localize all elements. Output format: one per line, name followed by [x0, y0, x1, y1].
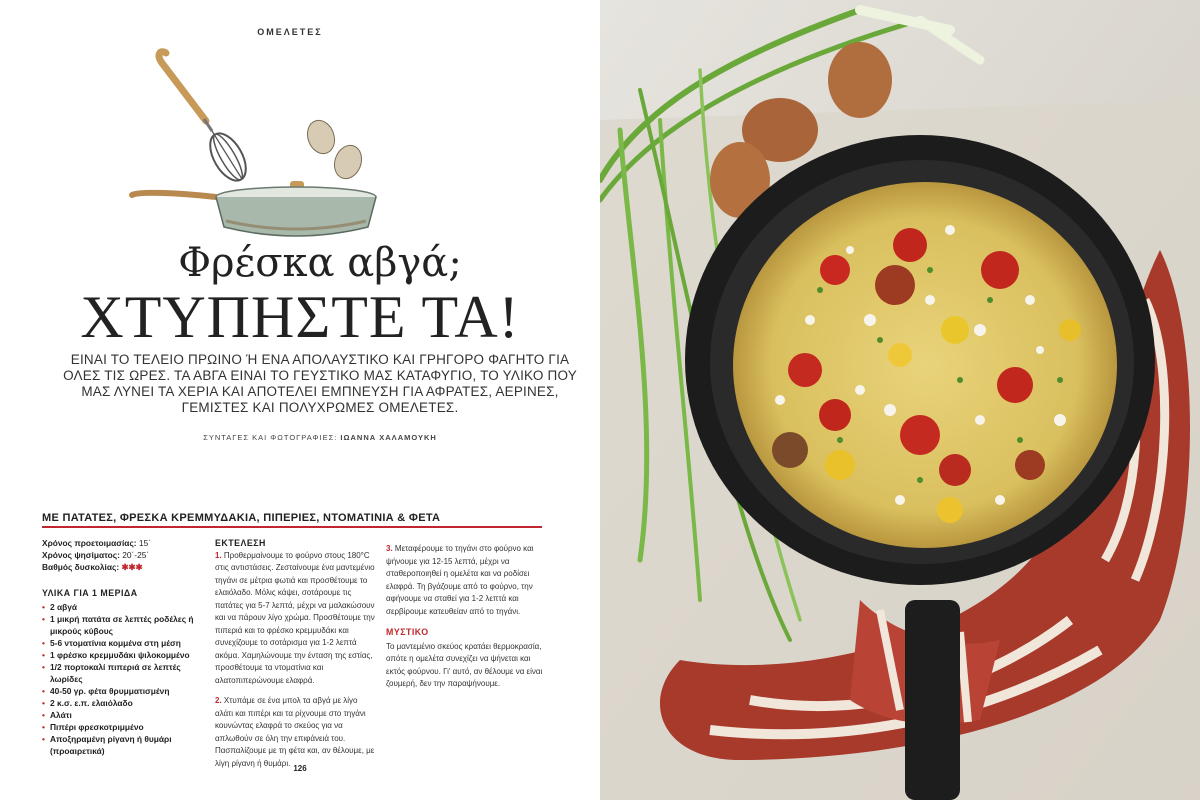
tip-heading: ΜΥΣΤΙΚΟ	[386, 627, 429, 637]
difficulty	[42, 561, 207, 573]
page-number: 126	[293, 764, 307, 773]
credit-name: ΙΩΑΝΝΑ ΧΑΛΑΜΟΥΚΗ	[340, 433, 437, 442]
whisk-icon	[159, 52, 253, 187]
step-number: 2.	[215, 696, 222, 705]
ingredient-item: • 2 αβγά	[42, 601, 207, 613]
credit-label: ΣΥΝΤΑΓΕΣ ΚΑΙ ΦΩΤΟΓΡΑΦΙΕΣ:	[203, 433, 338, 442]
prep-time	[42, 537, 207, 549]
ingredient-item: • 1/2 πορτοκαλί πιπεριά σε λεπτές λωρίδες	[42, 661, 207, 685]
step-text: Προθερμαίνουμε το φούρνο στους 180°C στις αντιστάσεις. Ζεσταίνουμε ένα μαντεμένιο τηγάνι σε μέτρια φωτιά και προσθέτουμε το ελαιόλαδο. Μόλις κάψει, σοτάρουμε τις πατάτες για 5-7 λεπτά, μέχρι να μαλακώσουν και να πάρουν λίγο χρώμα. Προσθέτουμε την πιπεριά και το φρέσκο κρεμμυδάκι και συνεχίζουμε το σοτάρισμα για 1-2 λεπτά ακόμα. Χαμηλώνουμε την ένταση της εστίας, προσθέτουμε τα ντοματίνια και αλατοπιπερώνουμε ελαφρά.	[215, 550, 375, 685]
difficulty-stars-icon: ✱✱✱	[121, 562, 143, 572]
ingredient-item: • 1 φρέσκο κρεμμυδάκι ψιλοκομμένο	[42, 649, 207, 661]
ingredient-item: • 2 κ.σ. ε.π. ελαιόλαδο	[42, 697, 207, 709]
pan-icon	[132, 181, 376, 236]
pan-whisk-eggs-illustration	[120, 45, 400, 245]
egg-icon	[303, 117, 339, 158]
ingredients-heading: ΥΛΙΚΑ ΓΙΑ 1 ΜΕΡΙΔΑ	[42, 588, 138, 598]
cook-time	[42, 549, 207, 561]
step-number: 1.	[215, 550, 222, 560]
recipe-meta	[42, 537, 207, 573]
headline-line1: Φρέσκα αβγά;	[178, 240, 462, 286]
headline-line2: ΧΤΥΠΗΣΤΕ ΤΑ!	[80, 284, 520, 350]
ingredient-item: • Πιπέρι φρεσκοτριμμένο	[42, 721, 207, 733]
step-text: Μεταφέρουμε το τηγάνι στο φούρνο και ψήνουμε για 12-15 λεπτά, μέχρι να σταθεροποιηθεί η ομελέτα και να ροδίσει ελαφρά. Τη βγάζουμε από το φούρνο, την αφήνουμε να σταθεί για 1-2 λεπτά και σερβίρουμε κατευθείαν από το τηγάνι.	[386, 544, 534, 616]
cook-time-value: 20΄-25΄	[122, 550, 150, 560]
egg-icon	[330, 142, 366, 183]
ingredients-list	[42, 601, 207, 757]
prep-time-value: 15΄	[138, 538, 152, 548]
recipe-title: ΜΕ ΠΑΤΑΤΕΣ, ΦΡΕΣΚΑ ΚΡΕΜΜΥΔΑΚΙΑ, ΠΙΠΕΡΙΕΣ, ΝΤΟΜΑΤΙΝΙΑ & ΦΕΤΑ	[42, 512, 441, 524]
tip-text: Το μαντεμένιο σκεύος κρατάει θερμοκρασία, οπότε η ομελέτα συνεχίζει να ψήνεται και εκτός φούρνου. Γι' αυτό, αν θέλουμε να είναι ζουμερή, δεν την παραψήνουμε.	[386, 641, 543, 688]
method-step-3	[386, 543, 546, 618]
ingredient-item: • 40-50 γρ. φέτα θρυμματισμένη	[42, 685, 207, 697]
method-step-2	[215, 695, 375, 770]
method-heading: ΕΚΤΕΛΕΣΗ	[215, 538, 266, 548]
recipe-title-rule	[42, 526, 542, 528]
intro-paragraph: ΕΙΝΑΙ ΤΟ ΤΕΛΕΙΟ ΠΡΩΙΝΟ Ή ΕΝΑ ΑΠΟΛΑΥΣΤΙΚΟ ΚΑΙ ΓΡΗΓΟΡΟ ΦΑΓΗΤΟ ΓΙΑ ΟΛΕΣ ΤΙΣ ΩΡΕΣ. ΤΑ ΑΒΓΑ ΕΙΝΑΙ ΤΟ ΓΕΥΣΤΙΚΟ ΜΑΣ ΚΑΤΑΦΥΓΙΟ, ΤΟ ΥΛΙΚΟ ΠΟΥ ΜΑΣ ΛΥΝΕΙ ΤΑ ΧΕΡΙΑ ΚΑΙ ΑΠΟΤΕΛΕΙ ΕΜΠΝΕΥΣΗ ΓΙΑ ΑΦΡΑΤΕΣ, ΑΕΡΙΝΕΣ, ΓΕΜΙΣΤΕΣ ΚΑΙ ΠΟΛΥΧΡΩΜΕΣ ΟΜΕΛΕΤΕΣ.	[63, 352, 577, 415]
ingredient-item: • Αποξηραμένη ρίγανη ή θυμάρι (προαιρετικά)	[42, 733, 207, 757]
method-column-2	[386, 543, 546, 699]
ingredient-item: • 1 μικρή πατάτα σε λεπτές ροδέλες ή μικρούς κύβους	[42, 613, 207, 637]
cook-time-label: Χρόνος ψησίματος:	[42, 550, 120, 560]
ingredient-item: • 5-6 ντοματίνια κομμένα στη μέση	[42, 637, 207, 649]
step-text: Χτυπάμε σε ένα μπολ τα αβγά με λίγο αλάτι και πιπέρι και τα ρίχνουμε στο τηγάνι κουνώντας ελαφρά το σκεύος για να απλωθούν σε όλη την επιφάνειά του. Πασπαλίζουμε με τη φέτα και, αν θέλουμε, με λίγη ρίγανη ή θυμάρι.	[215, 696, 375, 768]
method-step-1	[215, 550, 375, 688]
credit-line	[60, 433, 580, 442]
ingredient-item: • Αλάτι	[42, 709, 207, 721]
method-column-1	[215, 537, 375, 778]
egg-icon	[828, 42, 892, 118]
step-number: 3.	[386, 544, 393, 553]
omelette-photo	[600, 0, 1200, 800]
difficulty-label: Βαθμός δυσκολίας:	[42, 562, 120, 572]
section-label: ΟΜΕΛΕΤΕΣ	[257, 27, 323, 37]
recipe-info-column	[42, 537, 207, 757]
prep-time-label: Χρόνος προετοιμασίας:	[42, 538, 137, 548]
right-page-photo	[600, 0, 1200, 800]
